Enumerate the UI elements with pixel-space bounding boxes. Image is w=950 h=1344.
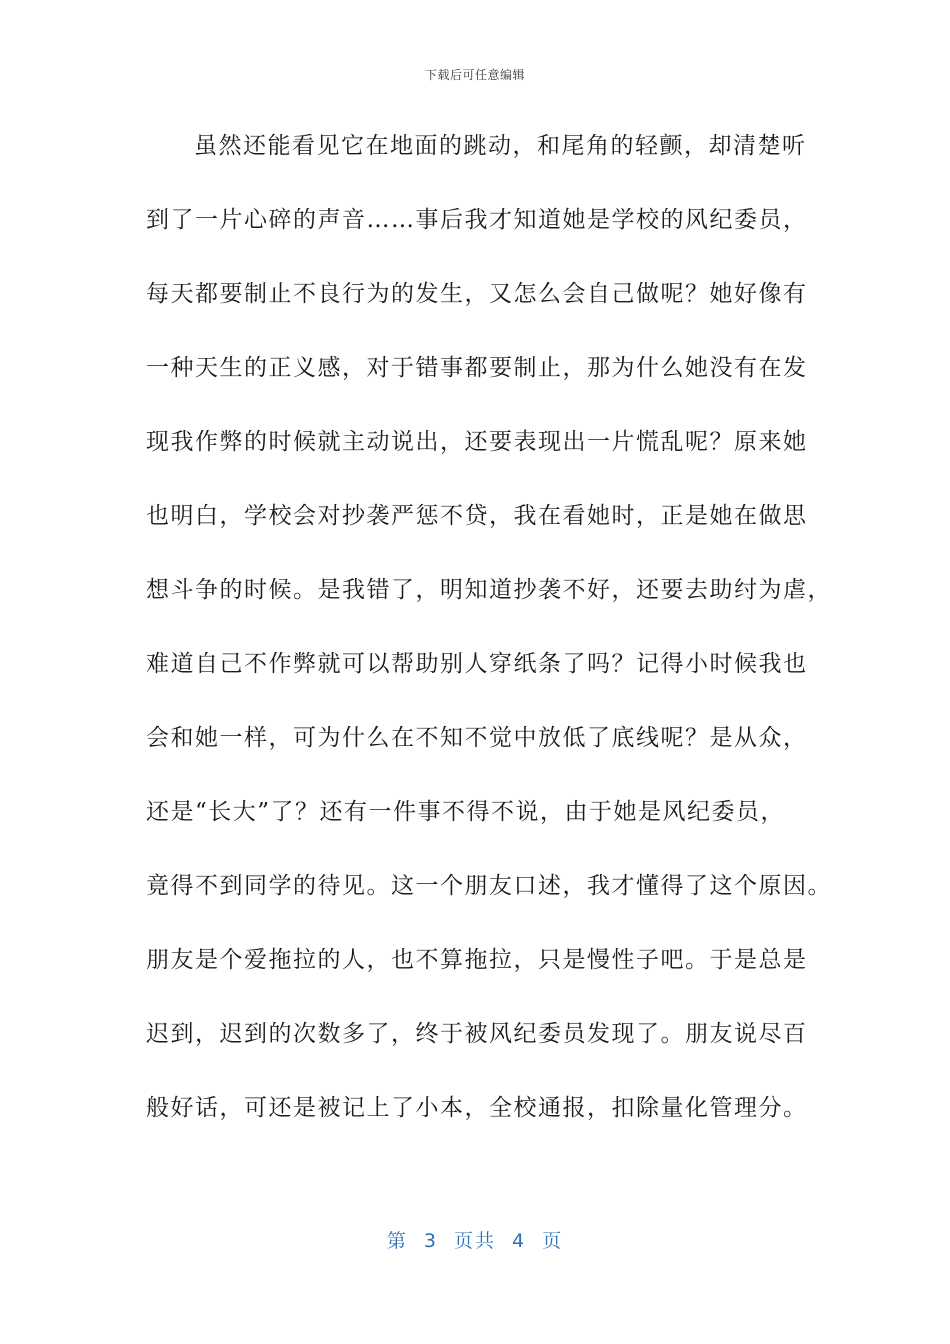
page-header: 下载后可任意编辑	[424, 68, 525, 82]
page-prefix: 第	[386, 1230, 408, 1252]
paragraph-line: 会和她一样，可为什么在不知不觉中放低了底线呢？是从众，	[146, 725, 808, 751]
paragraph-line: 还是“长大”了？还有一件事不得不说，由于她是风纪委员，	[146, 799, 786, 825]
paragraph-line: 每天都要制止不良行为的发生，又怎么会自己做呢？她好像有	[146, 281, 808, 307]
paragraph-line: 般好话，可还是被记上了小本，全校通报，扣除量化管理分。	[146, 1095, 808, 1121]
page-suffix: 页	[542, 1230, 564, 1252]
paragraph-line: 虽然还能看见它在地面的跳动，和尾角的轻颤，却清楚听	[194, 133, 807, 159]
paragraph-line: 竟得不到同学的待见。这一个朋友口述，我才懂得了这个原因。	[146, 873, 832, 899]
paragraph-line: 朋友是个爱拖拉的人，也不算拖拉，只是慢性子吧。于是总是	[146, 947, 808, 973]
paragraph-line: 到了一片心碎的声音……事后我才知道她是学校的风纪委员，	[146, 207, 808, 233]
paragraph-line: 也明白，学校会对抄袭严惩不贷，我在看她时，正是她在做思	[146, 503, 808, 529]
total-pages-number: 4	[512, 1230, 527, 1252]
paragraph-line: 想斗争的时候。是我错了，明知道抄袭不好，还要去助纣为虐，	[146, 577, 832, 603]
document-body	[146, 124, 832, 1160]
paragraph-line: 难道自己不作弊就可以帮助别人穿纸条了吗？记得小时候我也	[146, 651, 808, 677]
page-mid: 页共	[453, 1230, 496, 1252]
current-page-number: 3	[423, 1230, 438, 1252]
paragraph-line: 一种天生的正义感，对于错事都要制止，那为什么她没有在发	[146, 355, 808, 381]
paragraph-line: 现我作弊的时候就主动说出，还要表现出一片慌乱呢？原来她	[146, 429, 808, 455]
paragraph-line: 迟到，迟到的次数多了，终于被风纪委员发现了。朋友说尽百	[146, 1021, 808, 1047]
page-footer	[0, 1226, 950, 1253]
